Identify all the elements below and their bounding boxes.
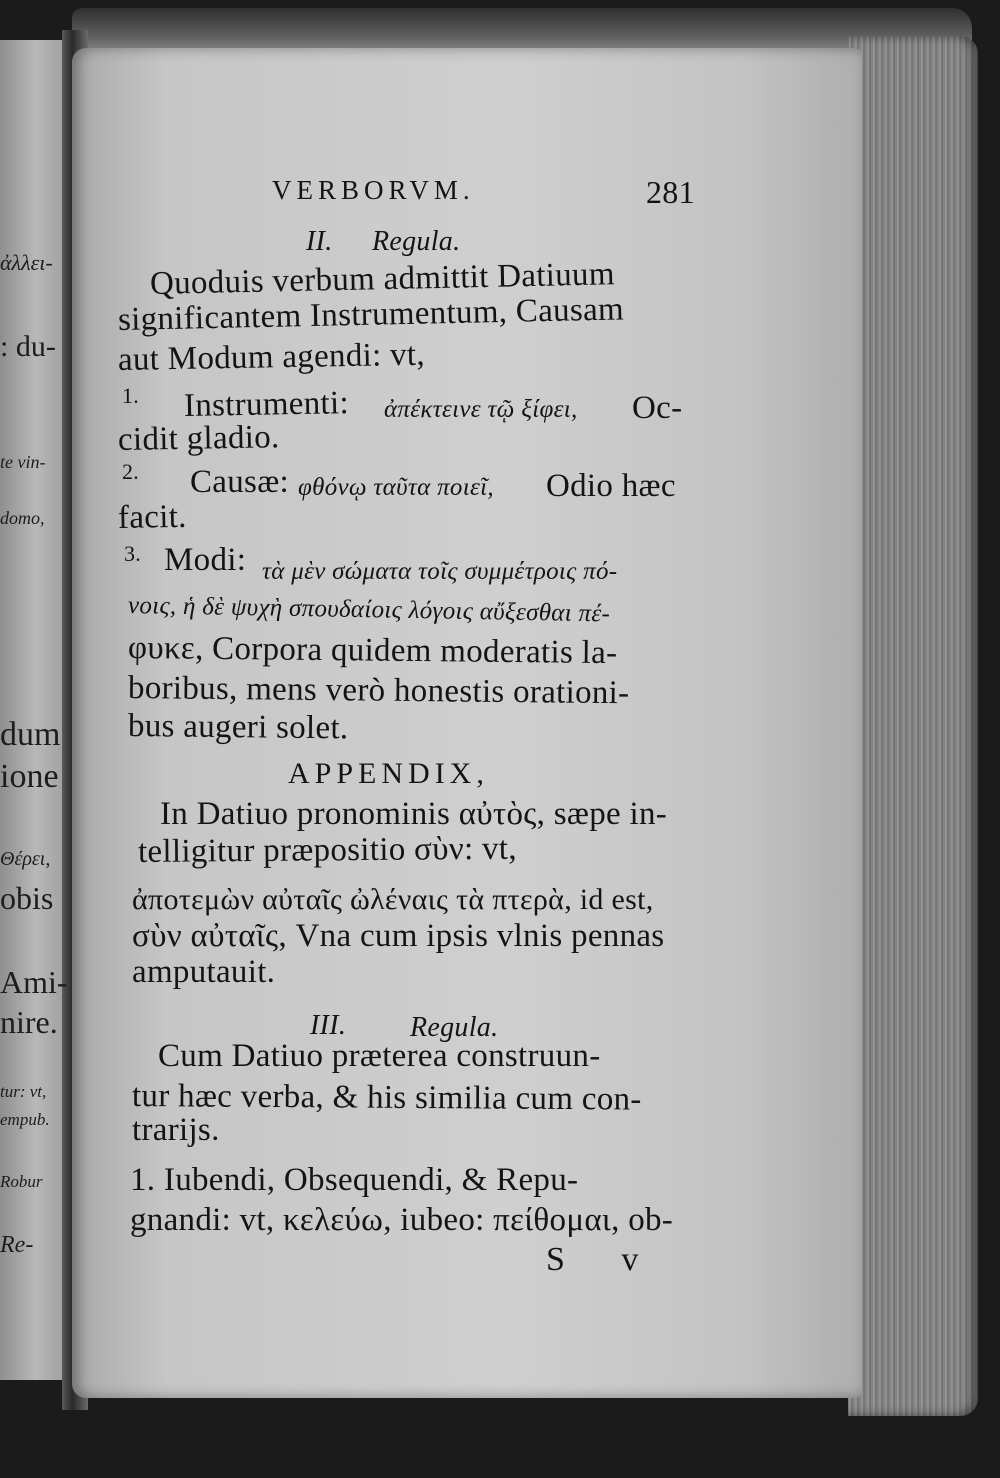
left-fragment: domo, — [0, 508, 45, 528]
item-label: Causæ: — [190, 464, 289, 500]
text-line: φυκε, Corpora quidem moderatis la- — [127, 630, 618, 672]
appendix-heading: APPENDIX, — [288, 757, 489, 790]
text-line: Cum Datiuo præterea construun- — [158, 1038, 601, 1074]
text-line: tur hæc verba, & his similia cum con- — [131, 1078, 642, 1118]
text-line: Odio hæc — [546, 468, 676, 504]
rule-2-heading: Regula. — [372, 226, 461, 257]
left-fragment: nire. — [0, 1004, 58, 1040]
rule-3-numeral: III. — [310, 1010, 347, 1041]
left-fragment: dum — [0, 716, 61, 753]
left-fragment: empub. — [0, 1110, 50, 1129]
greek-phrase: τὰ μὲν σώματα τοῖς συμμέτροις πό- — [262, 558, 618, 585]
signature-mark: S v — [546, 1241, 663, 1278]
greek-phrase: νοις, ἡ δὲ ψυχὴ σπουδαίοις λόγοις αὔξεσθαι πέ- — [127, 592, 611, 628]
item-number: 3. — [124, 541, 142, 566]
text-line: σὺν αὐταῖς, Vna cum ipsis vlnis pennas — [132, 918, 665, 954]
text-line: Oc- — [632, 390, 683, 426]
text-line: Quoduis verbum admittit Datiuum — [149, 256, 616, 302]
item-label: Modi: — [164, 542, 247, 578]
rule-2-numeral: II. — [306, 226, 333, 257]
greek-phrase: φθόνῳ ταῦτα ποιεῖ, — [298, 474, 494, 501]
left-fragment: Ami- — [0, 964, 68, 1000]
left-fragment: ione — [0, 758, 59, 795]
item-number: 1. — [122, 383, 140, 408]
text-line: facit. — [117, 498, 187, 536]
left-fragment: : du- — [0, 330, 56, 363]
greek-phrase: ἀπέκτεινε τῷ ξίφει, — [384, 396, 578, 423]
text-line: significantem Instrumentum, Causam — [117, 291, 625, 338]
text-line: ἀποτεμὼν αὐταῖς ὠλέναις τὰ πτερὰ, id est, — [132, 883, 654, 916]
text-line: gnandi: vt, κελεύω, iubeo: πείθομαι, ob- — [130, 1202, 674, 1238]
text-line: cidit gladio. — [117, 419, 280, 458]
text-line: trarijs. — [132, 1112, 220, 1148]
item-number: 2. — [122, 459, 140, 484]
left-fragment: te vin- — [0, 452, 46, 472]
text-line: bus augeri solet. — [127, 708, 349, 747]
text-line: amputauit. — [132, 954, 276, 990]
text-line: boribus, mens verò honestis orationi- — [127, 670, 630, 712]
text-line: 1. Iubendi, Obsequendi, & Repu- — [130, 1162, 579, 1198]
text-line: telligitur præpositio σὺν: vt, — [137, 830, 518, 870]
left-fragment: Θέρει, — [0, 848, 51, 870]
running-title: VERBORVM. — [272, 175, 475, 205]
page-number: 281 — [646, 174, 695, 210]
left-fragment: Robur — [0, 1172, 43, 1191]
item-label: Instrumenti: — [183, 385, 350, 424]
text-line: In Datiuo pronominis αὐτὸς, sæpe in- — [160, 796, 668, 832]
left-fragment: obis — [0, 880, 54, 916]
left-fragment: tur: vt, — [0, 1082, 47, 1101]
left-fragment: Re- — [0, 1232, 34, 1258]
rule-3-heading: Regula. — [410, 1012, 499, 1043]
text-line: aut Modum agendi: vt, — [117, 336, 426, 378]
left-fragment: ἀλλει- — [0, 250, 53, 275]
